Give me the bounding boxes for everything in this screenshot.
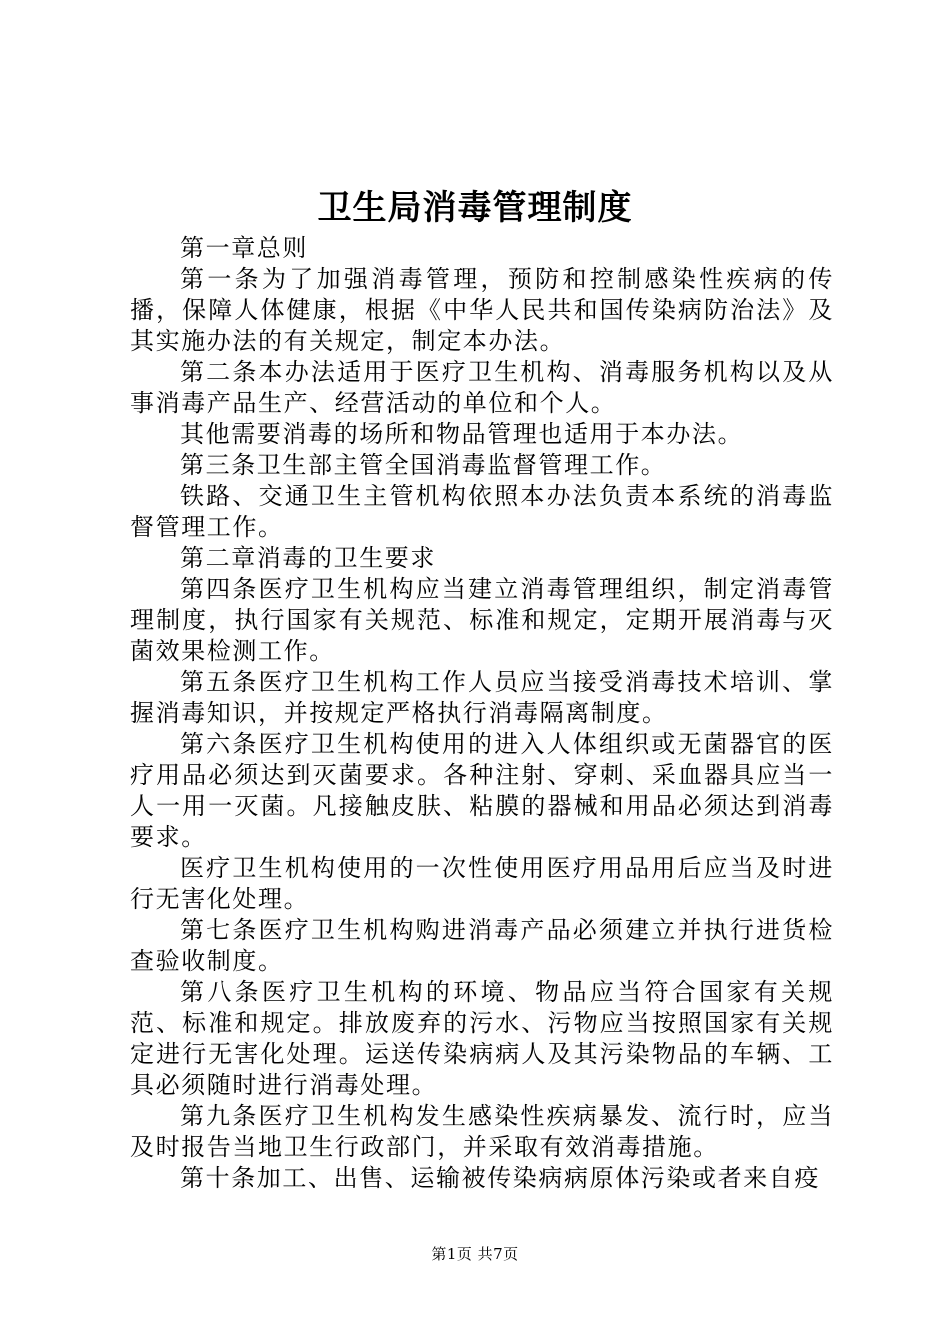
paragraph-article-6: 第六条医疗卫生机构使用的进入人体组织或无菌器官的医疗用品必须达到灭菌要求。各种注射、穿刺、采血器具应当一人一用一灭菌。凡接触皮肤、粘膜的器械和用品必须达到消毒要求。 [130, 730, 834, 851]
paragraph-article-1: 第一条为了加强消毒管理，预防和控制感染性疾病的传播，保障人体健康，根据《中华人民共和国传染病防治法》及其实施办法的有关规定，制定本办法。 [130, 265, 834, 355]
paragraph-article-10: 第十条加工、出售、运输被传染病病原体污染或者来自疫 [180, 1164, 820, 1192]
paragraph-article-3: 第三条卫生部主管全国消毒监督管理工作。 [180, 451, 667, 479]
paragraph-article-3-extra: 铁路、交通卫生主管机构依照本办法负责本系统的消毒监督管理工作。 [130, 482, 834, 541]
paragraph-article-7: 第七条医疗卫生机构购进消毒产品必须建立并执行进货检查验收制度。 [130, 916, 834, 975]
paragraph-article-9: 第九条医疗卫生机构发生感染性疾病暴发、流行时，应当及时报告当地卫生行政部门，并采取有效消毒措施。 [130, 1102, 834, 1161]
document-body [130, 233, 834, 1194]
paragraph-chapter-1-heading: 第一章总则 [180, 234, 308, 262]
paragraph-article-4: 第四条医疗卫生机构应当建立消毒管理组织，制定消毒管理制度，执行国家有关规范、标准和规定，定期开展消毒与灭菌效果检测工作。 [130, 575, 834, 665]
paragraph-article-2: 第二条本办法适用于医疗卫生机构、消毒服务机构以及从事消毒产品生产、经营活动的单位和个人。 [130, 358, 834, 417]
page-number-footer: 第1页 共7页 [431, 1245, 519, 1263]
paragraph-article-8: 第八条医疗卫生机构的环境、物品应当符合国家有关规范、标准和规定。排放废弃的污水、污物应当按照国家有关规定进行无害化处理。运送传染病病人及其污染物品的车辆、工具必须随时进行消毒处理。 [130, 978, 834, 1099]
document-title: 卫生局消毒管理制度 [317, 188, 633, 228]
paragraph-article-6-extra: 医疗卫生机构使用的一次性使用医疗用品用后应当及时进行无害化处理。 [130, 854, 834, 913]
paragraph-article-5: 第五条医疗卫生机构工作人员应当接受消毒技术培训、掌握消毒知识，并按规定严格执行消毒隔离制度。 [130, 668, 834, 727]
paragraph-chapter-2-heading: 第二章消毒的卫生要求 [180, 544, 436, 572]
paragraph-article-2-extra: 其他需要消毒的场所和物品管理也适用于本办法。 [180, 420, 744, 448]
